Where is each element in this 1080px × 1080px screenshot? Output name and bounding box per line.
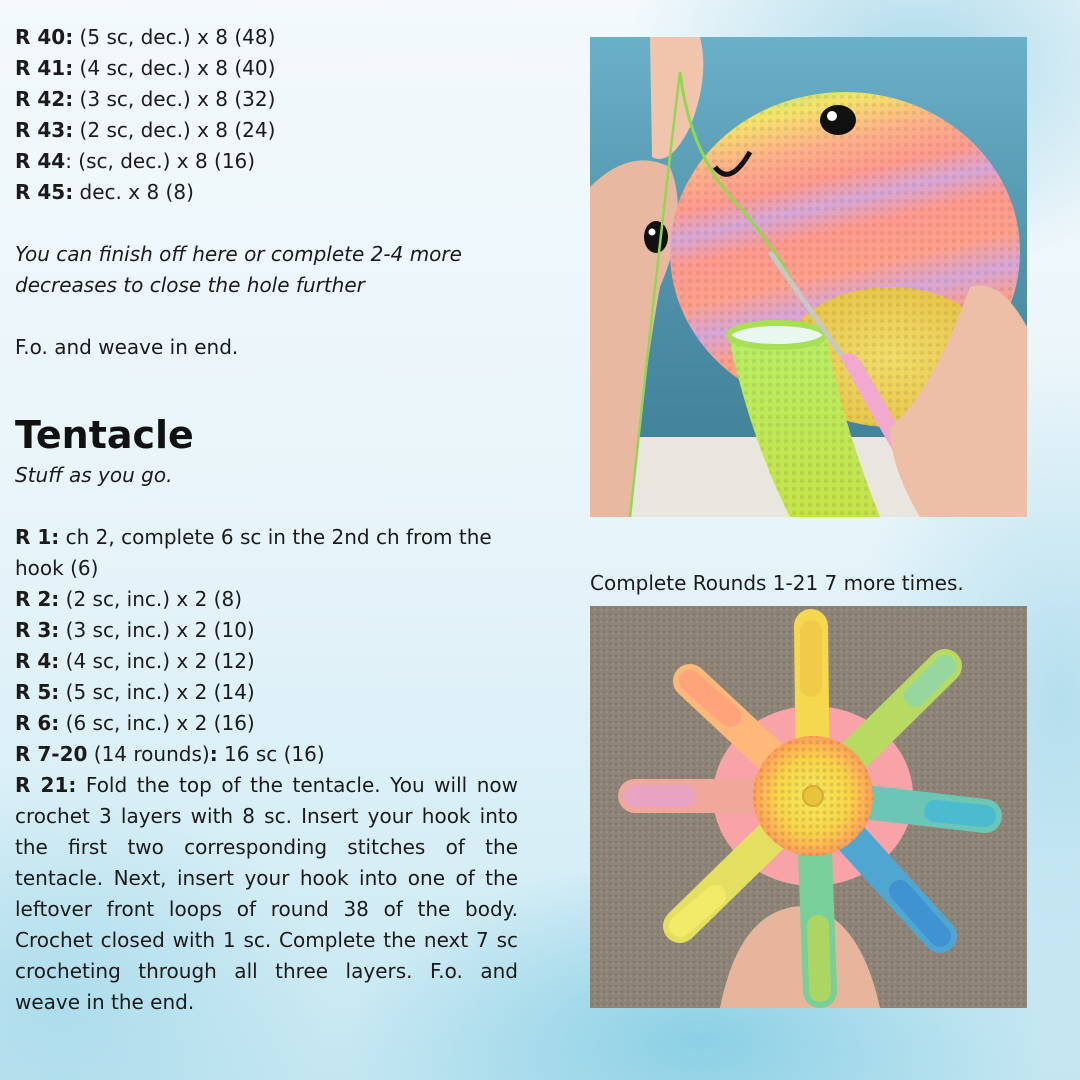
pattern-text-column (15, 22, 518, 1018)
round-7-20: R 7-20 (14 rounds): 16 sc (16) (15, 742, 325, 766)
round-1: R 1: ch 2, complete 6 sc in the 2nd ch from the hook (6) (15, 525, 492, 580)
photo-finished-tentacles (590, 606, 1027, 1008)
round-43: R 43: (2 sc, dec.) x 8 (24) (15, 118, 276, 142)
round-6: R 6: (6 sc, inc.) x 2 (16) (15, 711, 255, 735)
tentacle-subtitle: Stuff as you go. (15, 463, 173, 487)
photo-attaching-tentacle (590, 37, 1027, 517)
round-2: R 2: (2 sc, inc.) x 2 (8) (15, 587, 243, 611)
round-44: R 44: (sc, dec.) x 8 (16) (15, 149, 256, 173)
photo-finished-tentacles-illustration (590, 606, 1027, 1008)
round-21: R 21: Fold the top of the tentacle. You will now crochet 3 layers with 8 sc. Insert your hook into the first two corresponding stitches of the tentacle. Next, insert your hook into one of the leftover front loops of round 38 of the body. Crochet closed with 1 sc. Complete the next 7 sc crocheting through all three layers. F.o. and weave in the end. (15, 773, 518, 1014)
photo-caption: Complete Rounds 1-21 7 more times. (590, 571, 964, 595)
finish-note: You can finish off here or complete 2-4 more decreases to close the hole further (15, 242, 462, 297)
round-45: R 45: dec. x 8 (8) (15, 180, 194, 204)
round-42: R 42: (3 sc, dec.) x 8 (32) (15, 87, 276, 111)
round-3: R 3: (3 sc, inc.) x 2 (10) (15, 618, 255, 642)
round-41: R 41: (4 sc, dec.) x 8 (40) (15, 56, 276, 80)
round-40: R 40: (5 sc, dec.) x 8 (48) (15, 25, 276, 49)
photo-attaching-tentacle-illustration (590, 37, 1027, 517)
round-5: R 5: (5 sc, inc.) x 2 (14) (15, 680, 255, 704)
tentacle-heading: Tentacle (15, 413, 194, 457)
round-4: R 4: (4 sc, inc.) x 2 (12) (15, 649, 255, 673)
fo-note: F.o. and weave in end. (15, 335, 239, 359)
